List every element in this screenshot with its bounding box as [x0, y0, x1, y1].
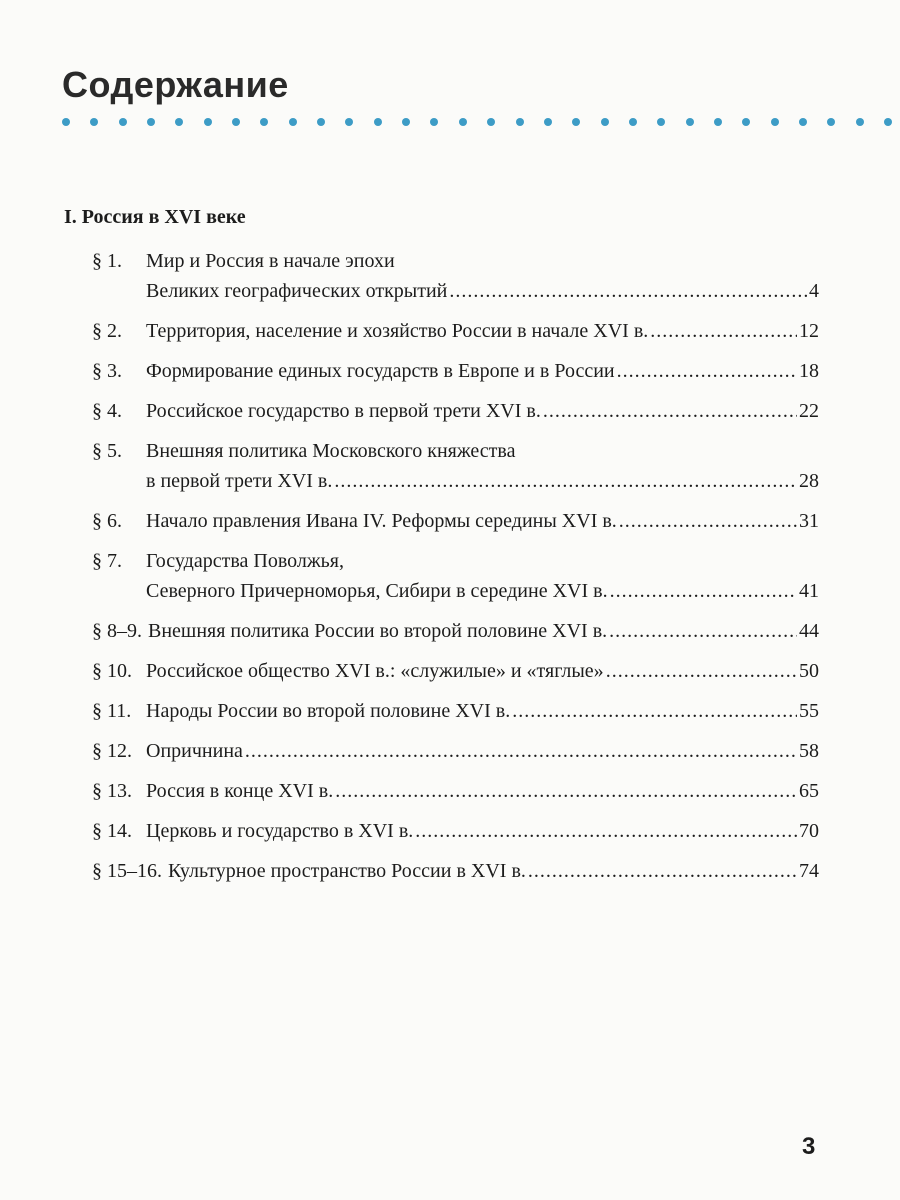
- toc-entry[interactable]: [92, 696, 819, 726]
- page-ref: 58: [799, 740, 819, 762]
- divider-dot: [686, 118, 694, 126]
- divider-dot: [175, 118, 183, 126]
- dot-leader: [619, 506, 797, 536]
- section-number: § 6.: [92, 510, 122, 532]
- section-title: в первой трети XVI в.: [146, 470, 333, 492]
- dot-leader: [528, 856, 797, 886]
- dot-leader: [606, 656, 797, 686]
- divider-dot: [771, 118, 779, 126]
- dot-leader: [617, 356, 797, 386]
- divider-dot: [544, 118, 552, 126]
- divider-dot: [516, 118, 524, 126]
- section-title: Внешняя политика России во второй половине XVI в.: [148, 620, 608, 642]
- section-number: § 1.: [92, 250, 122, 272]
- divider-dot: [90, 118, 98, 126]
- section-title: Великих географических открытий: [146, 280, 448, 302]
- dot-leader: [650, 316, 797, 346]
- section-number: § 8–9.: [92, 620, 142, 642]
- toc-entry[interactable]: [92, 246, 819, 306]
- toc-entry[interactable]: [92, 776, 819, 806]
- divider-dot: [629, 118, 637, 126]
- divider-dot: [232, 118, 240, 126]
- page-ref: 4: [809, 280, 819, 302]
- section-number: § 14.: [92, 820, 132, 842]
- divider-dot: [601, 118, 609, 126]
- section-number: § 12.: [92, 740, 132, 762]
- divider-dot: [430, 118, 438, 126]
- page-ref: 50: [799, 660, 819, 682]
- dot-leader: [609, 616, 797, 646]
- page-ref: 28: [799, 470, 819, 492]
- section-title: Культурное пространство России в XVI в.: [168, 860, 526, 882]
- divider-dot: [827, 118, 835, 126]
- section-title: Северного Причерноморья, Сибири в середине XVI в.: [146, 580, 608, 602]
- dot-leader: [449, 276, 807, 306]
- section-title: Государства Поволжья,: [146, 550, 344, 572]
- divider-dot: [884, 118, 892, 126]
- dot-leader: [335, 776, 797, 806]
- divider-dot: [147, 118, 155, 126]
- toc-entry[interactable]: [92, 356, 819, 386]
- section-number: § 3.: [92, 360, 122, 382]
- divider-dot: [204, 118, 212, 126]
- dot-leader: [610, 576, 797, 606]
- dot-leader: [245, 736, 797, 766]
- divider-dot: [799, 118, 807, 126]
- section-title: Российское общество XVI в.: «служилые» и «тяглые»: [146, 660, 604, 682]
- page-ref: 74: [799, 860, 819, 882]
- dot-leader: [512, 696, 797, 726]
- page-ref: 70: [799, 820, 819, 842]
- toc-entry[interactable]: [92, 816, 819, 846]
- divider-dot: [119, 118, 127, 126]
- toc-entry[interactable]: [92, 316, 819, 346]
- toc-entry[interactable]: [92, 856, 819, 886]
- part-heading: I. Россия в XVI веке: [64, 206, 246, 228]
- dot-leader: [334, 466, 797, 496]
- page-ref: 44: [799, 620, 819, 642]
- divider-dot: [374, 118, 382, 126]
- page-ref: 31: [799, 510, 819, 532]
- toc-entry[interactable]: [92, 656, 819, 686]
- divider-dot: [345, 118, 353, 126]
- divider-dot: [459, 118, 467, 126]
- dot-leader: [543, 396, 797, 426]
- divider-dot: [714, 118, 722, 126]
- toc-entry[interactable]: [92, 736, 819, 766]
- section-title: Российское государство в первой трети XVI в.: [146, 400, 541, 422]
- section-title: Мир и Россия в начале эпохи: [146, 250, 395, 272]
- section-title: Опричнина: [146, 740, 243, 762]
- page-ref: 55: [799, 700, 819, 722]
- toc-entry[interactable]: [92, 506, 819, 536]
- section-title: Территория, население и хозяйство России в начале XVI в.: [146, 320, 649, 342]
- section-title: Внешняя политика Московского княжества: [146, 440, 516, 462]
- section-title: Россия в конце XVI в.: [146, 780, 334, 802]
- section-number: § 4.: [92, 400, 122, 422]
- divider-dot: [289, 118, 297, 126]
- section-number: § 11.: [92, 700, 132, 722]
- section-number: § 15–16.: [92, 860, 162, 882]
- table-of-contents: [64, 202, 819, 896]
- dotted-divider: [62, 118, 892, 128]
- page-number: 3: [802, 1133, 816, 1160]
- page-ref: 41: [799, 580, 819, 602]
- toc-entry[interactable]: [92, 396, 819, 426]
- section-title: Начало правления Ивана IV. Реформы середины XVI в.: [146, 510, 617, 532]
- section-title: Церковь и государство в XVI в.: [146, 820, 414, 842]
- page-ref: 22: [799, 400, 819, 422]
- divider-dot: [572, 118, 580, 126]
- section-number: § 5.: [92, 440, 122, 462]
- divider-dot: [856, 118, 864, 126]
- page-ref: 65: [799, 780, 819, 802]
- divider-dot: [62, 118, 70, 126]
- divider-dot: [317, 118, 325, 126]
- section-number: § 13.: [92, 780, 132, 802]
- divider-dot: [487, 118, 495, 126]
- dot-leader: [415, 816, 797, 846]
- section-number: § 2.: [92, 320, 122, 342]
- section-title: Формирование единых государств в Европе и в России: [146, 360, 615, 382]
- divider-dot: [742, 118, 750, 126]
- toc-entry[interactable]: [92, 436, 819, 496]
- toc-entry[interactable]: [92, 616, 819, 646]
- page-ref: 12: [799, 320, 819, 342]
- section-number: § 7.: [92, 550, 122, 572]
- divider-dot: [402, 118, 410, 126]
- section-number: § 10.: [92, 660, 132, 682]
- toc-entry[interactable]: [92, 546, 819, 606]
- page-title: Содержание: [62, 64, 289, 105]
- section-title: Народы России во второй половине XVI в.: [146, 700, 511, 722]
- page-ref: 18: [799, 360, 819, 382]
- divider-dot: [657, 118, 665, 126]
- divider-dot: [260, 118, 268, 126]
